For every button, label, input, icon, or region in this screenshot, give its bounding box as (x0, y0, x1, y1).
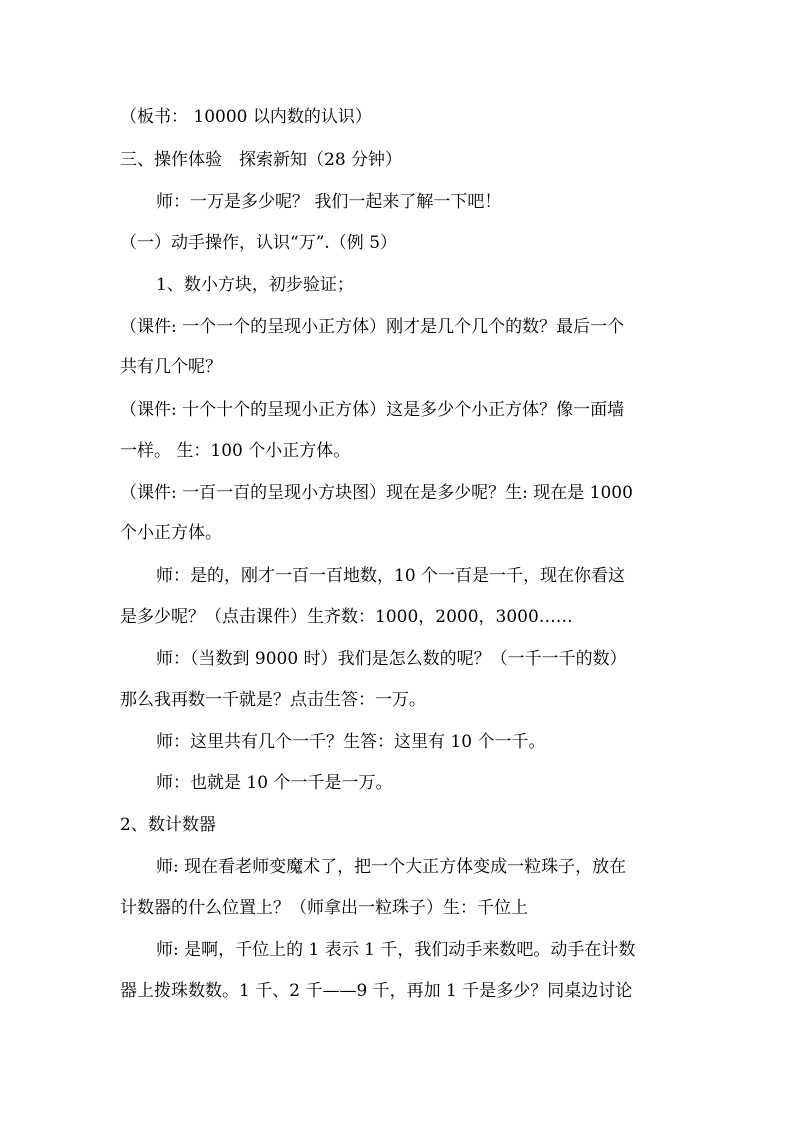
paragraph-line: 计数器的什么位置上？（师拿出一粒珠子）生：千位上 (120, 898, 528, 918)
paragraph-line: 师: 是啊，千位上的 1 表示 1 千，我们动手来数吧。动手在计数 (156, 940, 636, 960)
section-heading: 三、操作体验 探索新知（28 分钟） (120, 150, 403, 170)
paragraph-line: 师：是的，刚才一百一百地数，10 个一百是一千，现在你看这 (156, 566, 626, 586)
paragraph-line: （课件: 一个一个的呈现小正方体）刚才是几个几个的数？最后一个 (120, 317, 625, 337)
board-note: （板书： 10000 以内数的认识） (120, 107, 372, 127)
paragraph-line: 是多少呢？（点击课件）生齐数：1000，2000，3000…… (120, 607, 573, 627)
paragraph-line: 共有几个呢？ (120, 357, 222, 377)
paragraph-line: 个小正方体。 (120, 523, 222, 543)
step-heading: 1、数小方块，初步验证； (156, 275, 354, 295)
paragraph-line: 那么我再数一千就是？点击生答：一万。 (120, 690, 426, 710)
paragraph-line: （课件: 十个十个的呈现小正方体）这是多少个小正方体？像一面墙 (120, 400, 625, 420)
paragraph-line: 器上拨珠数数。1 千、2 千——9 千，再加 1 千是多少？同桌边讨论 (120, 981, 633, 1001)
paragraph-line: 一样。 生：100 个小正方体。 (120, 441, 351, 461)
paragraph-line: 师: 现在看老师变魔术了，把一个大正方体变成一粒珠子，放在 (156, 857, 627, 877)
paragraph-line: 师：这里共有几个一千？生答：这里有 10 个一千。 (156, 732, 546, 752)
step-heading: 2、数计数器 (120, 815, 216, 835)
paragraph-line: 师：一万是多少呢？ 我们一起来了解一下吧！ (156, 192, 502, 212)
paragraph-line: （课件: 一百一百的呈现小方块图）现在是多少呢？生: 现在是 1000 (120, 483, 633, 503)
subsection-heading: （一）动手操作，认识“万”.（例 5） (120, 233, 398, 253)
paragraph-line: 师：也就是 10 个一千是一万。 (156, 773, 393, 793)
paragraph-line: 师：（当数到 9000 时）我们是怎么数的呢？（一千一千的数） (156, 649, 627, 669)
